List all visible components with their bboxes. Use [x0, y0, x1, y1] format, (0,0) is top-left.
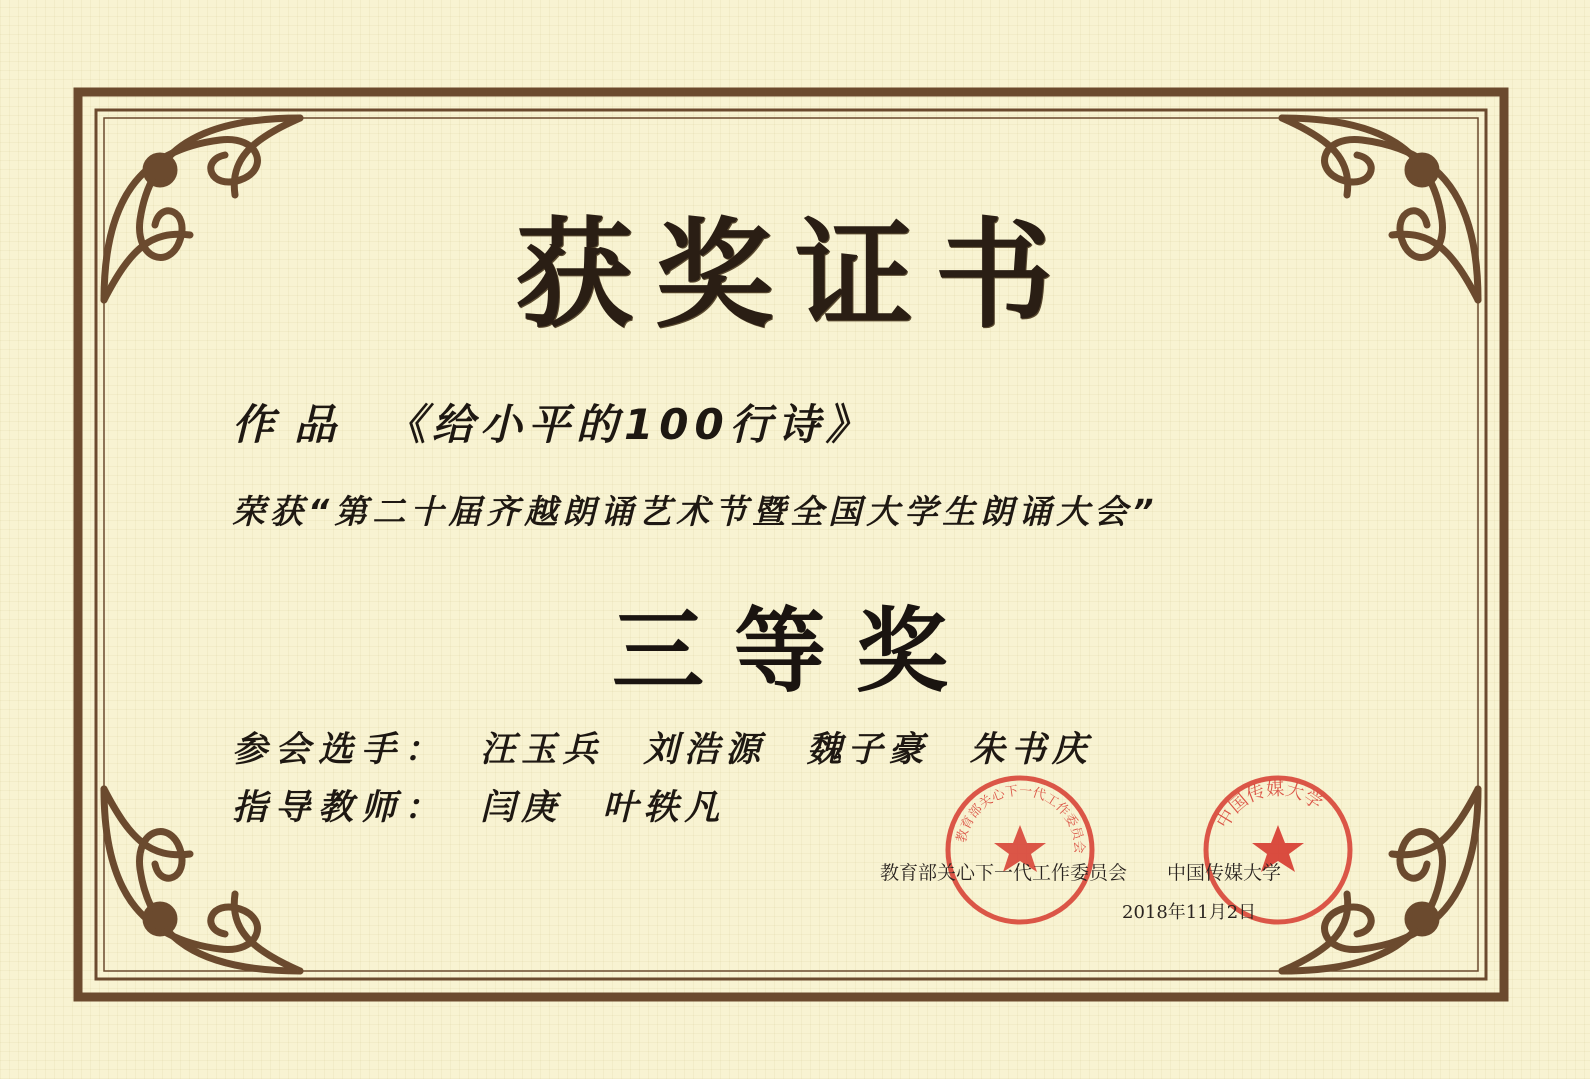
participant-name: 朱书庆 — [969, 730, 1093, 770]
participant-name: 刘浩源 — [643, 730, 767, 770]
advisors-label: 指导教师： — [232, 788, 448, 828]
issuer-committee: 教育部关心下一代工作委员会 — [880, 862, 1128, 884]
svg-text:中国传媒大学: 中国传媒大学 — [1212, 778, 1327, 833]
issuer-university: 中国传媒大学 — [1167, 862, 1282, 884]
issuing-organizations — [880, 858, 1321, 885]
committee-seal — [940, 770, 1100, 930]
participant-name: 汪玉兵 — [480, 730, 604, 770]
issue-date: 2018年11月2日 — [1122, 902, 1257, 923]
advisors-row — [232, 780, 747, 830]
advisor-name: 叶轶凡 — [602, 788, 726, 828]
advisor-name: 闫庚 — [480, 788, 563, 828]
participants-row — [232, 722, 1115, 772]
work-line — [232, 392, 874, 452]
work-title: 《给小平的100行诗》 — [384, 400, 874, 449]
certificate-title: 获奖证书 — [514, 206, 1075, 344]
honor-line: 荣获“第二十届齐越朗诵艺术节暨全国大学生朗诵大会” — [232, 492, 1159, 531]
prize-level: 三等奖 — [611, 598, 978, 705]
svg-text:教育部关心下一代工作委员会: 教育部关心下一代工作委员会 — [954, 783, 1087, 854]
work-label: 作品 — [232, 400, 357, 449]
participants-label: 参会选手： — [232, 730, 448, 770]
participant-name: 魏子豪 — [806, 730, 930, 770]
